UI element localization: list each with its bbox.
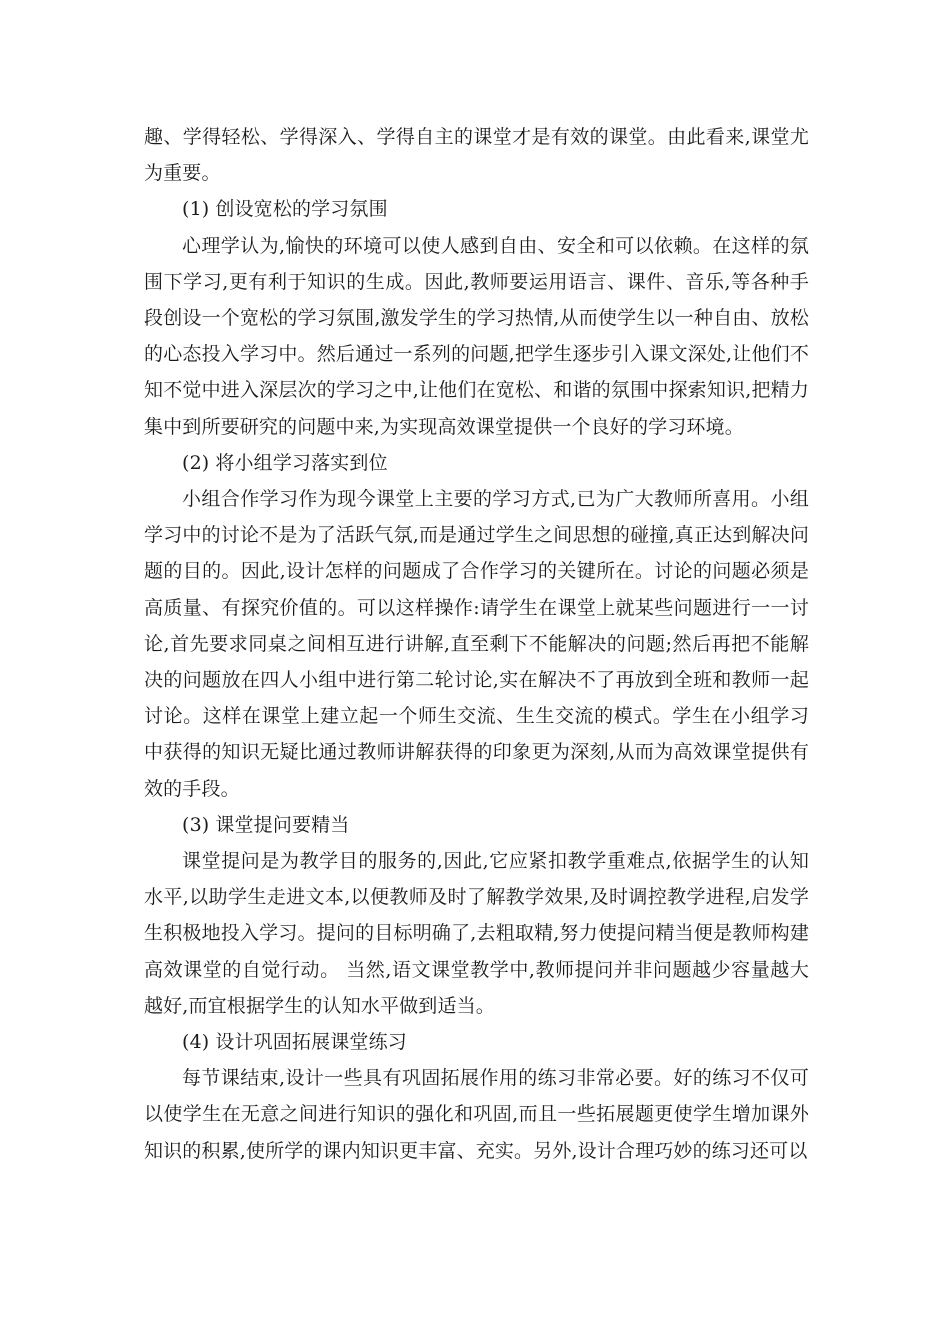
paragraph-body: 课堂提问是为教学目的服务的,因此,它应紧扣教学重难点,依据学生的认知水平,以助学生走进文本,以便教师及时了解教学效果,及时调控教学进程,启发学生积极地投入学习。提问的目标明确了,去粗取精,努力使提问精当便是教师构建高效课堂的自觉行动。 当然,语文课堂教学中,教师提问并非问题越少容量越大越好,而宜根据学生的认知水平做到适当。 [144,850,809,1017]
paragraph-body: 每节课结束,设计一些具有巩固拓展作用的练习非常必要。好的练习不仅可以使学生在无意之间进行知识的强化和巩固,而且一些拓展题更使学生增加课外知识的积累,使所学的课内知识更丰富、充实。另外,设计合理巧妙的练习还可以 [144,1067,809,1162]
paragraph-body: 小组合作学习作为现今课堂上主要的学习方式,已为广大教师所喜用。小组学习中的讨论不是为了活跃气氛,而是通过学生之间思想的碰撞,真正达到解决问题的目的。因此,设计怎样的问题成了合作学习的关键所在。讨论的问题必须是高质量、有探究价值的。可以这样操作:请学生在课堂上就某些问题进行一一讨论,首先要求同桌之间相互进行讲解,直至剩下不能解决的问题;然后再把不能解决的问题放在四人小组中进行第二轮讨论,实在解决不了再放到全班和教师一起讨论。这样在课堂上建立起一个师生交流、生生交流的模式。学生在小组学习中获得的知识无疑比通过教师讲解获得的印象更为深刻,从而为高效课堂提供有效的手段。 [144,488,809,800]
section-number: (1) [182,198,210,221]
section-heading-3 [144,807,809,843]
section-heading-4 [144,1024,809,1060]
section-number: (4) [182,1031,210,1054]
section-title: 课堂提问要精当 [215,813,350,836]
section-heading-2 [144,445,809,481]
section-heading-1 [144,191,809,227]
section-number: (2) [182,451,210,474]
section-title: 设计巩固拓展课堂练习 [215,1031,407,1054]
paragraph-body: 心理学认为,愉快的环境可以使人感到自由、安全和可以依赖。在这样的氛围下学习,更有利于知识的生成。因此,教师要运用语言、课件、音乐,等各种手段创设一个宽松的学习氛围,激发学生的学习热情,从而使学生以一种自由、放松的心态投入学习中。然后通过一系列的问题,把学生逐步引入课文深处,让他们不知不觉中进入深层次的学习之中,让他们在宽松、和谐的氛围中探索知识,把精力集中到所要研究的问题中来,为实现高效课堂提供一个良好的学习环境。 [144,234,809,438]
section-number: (3) [182,813,210,836]
paragraph-continuation: 趣、学得轻松、学得深入、学得自主的课堂才是有效的课堂。由此看来,课堂尤为重要。 [144,126,809,185]
section-title: 将小组学习落实到位 [215,451,388,474]
section-title: 创设宽松的学习氛围 [215,198,388,221]
document-body [144,119,809,1169]
